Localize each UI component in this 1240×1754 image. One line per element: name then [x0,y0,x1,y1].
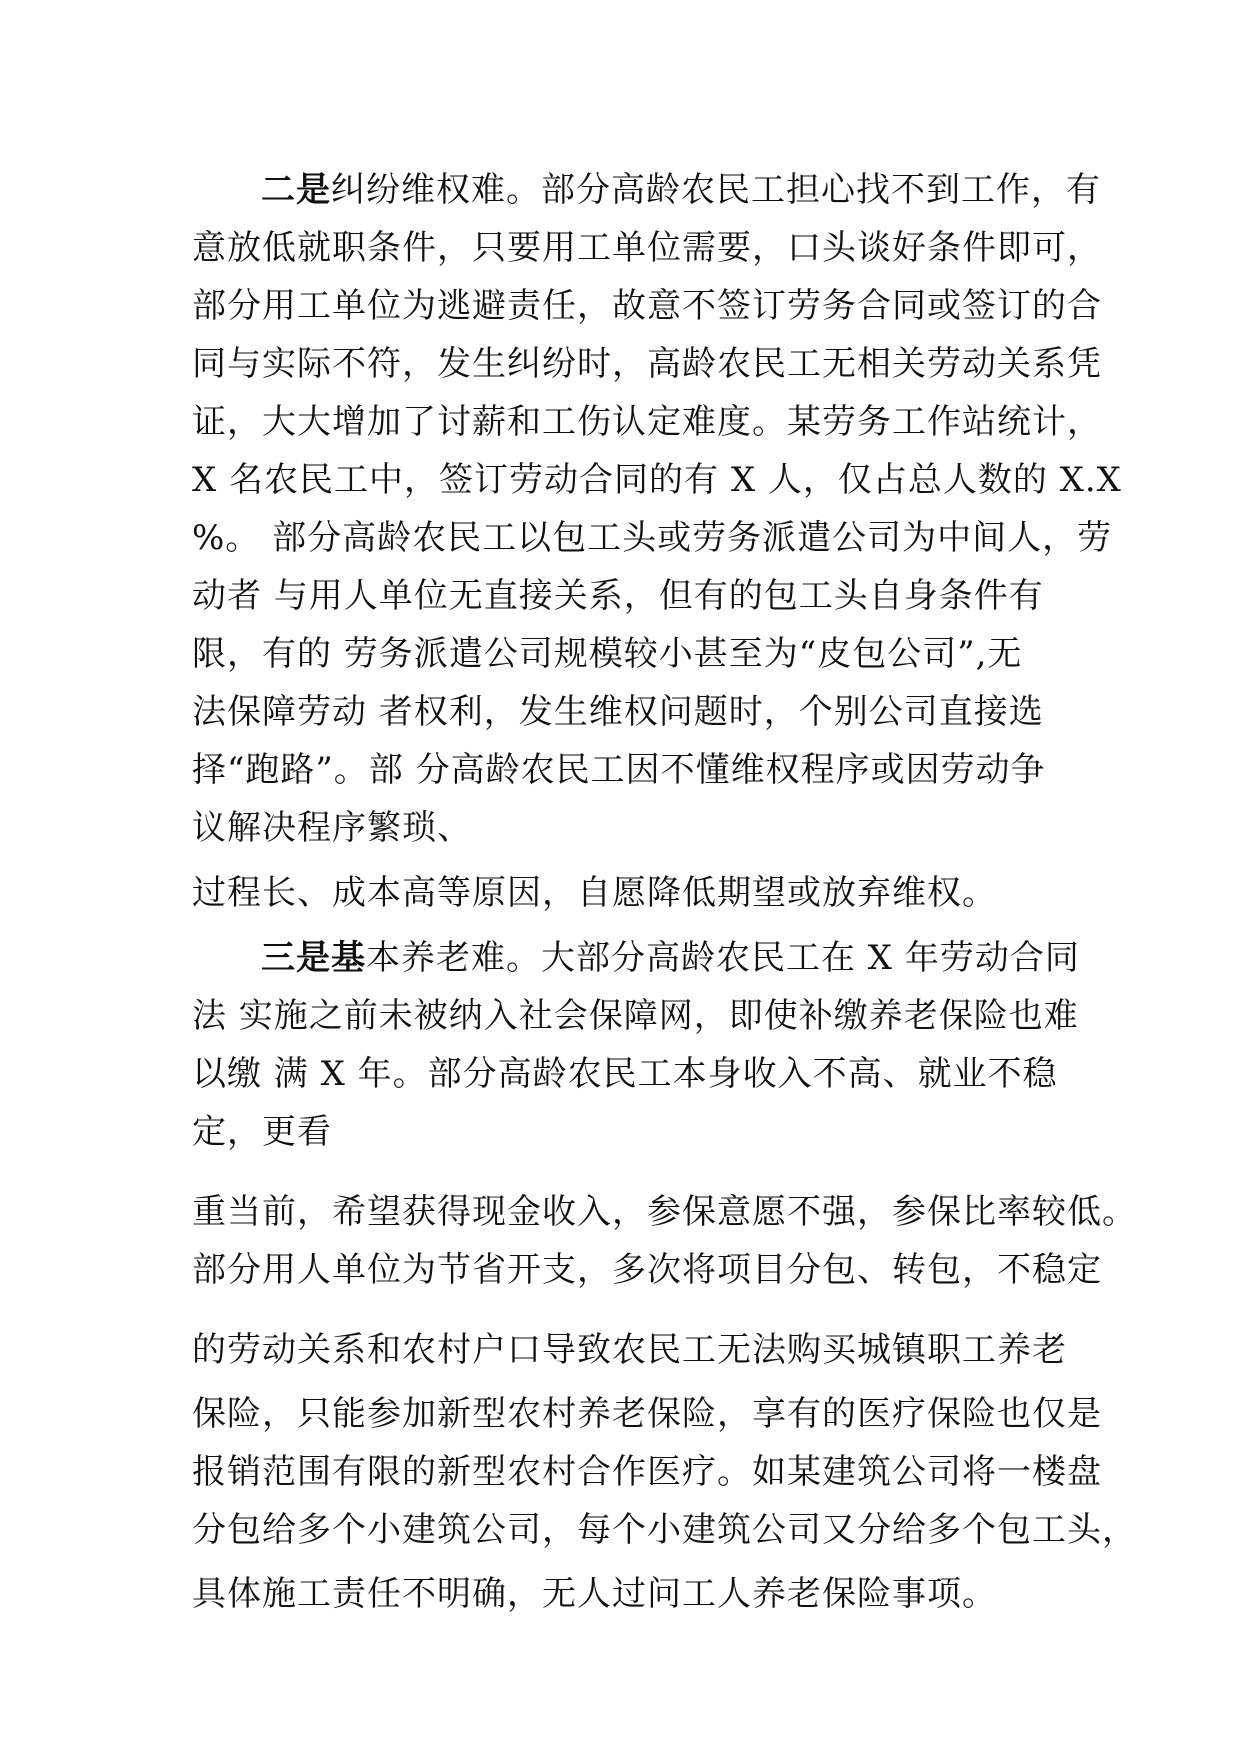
paragraph-1-line-3: 部分用工单位为逃避责任，故意不签订劳务合同或签订的合 [192,286,1102,326]
paragraph-2-line-2: 法 实施之前未被纳入社会保障网，即使补缴养老保险也难 [192,996,1079,1036]
paragraph-2-line-7: 的劳动关系和农村户口导致农民工无法购买城镇职工养老 [192,1330,1067,1370]
paragraph-1-line-12: 议解决程序繁琐、 [192,808,472,848]
paragraph-1-line-10: 法保障劳动 者权利，发生维权问题时，个别公司直接选 [192,692,1044,732]
paragraph-1-line-1 [261,170,1101,210]
paragraph-1-line-2: 意放低就职条件，只要用工单位需要，口头谈好条件即可， [192,228,1102,268]
paragraph-2-line-1 [261,938,1080,978]
paragraph-2-line-5: 重当前，希望获得现金收入，参保意愿不强，参保比率较低。 [192,1192,1137,1232]
paragraph-2-line-8: 保险，只能参加新型农村养老保险，享有的医疗保险也仅是 [192,1394,1102,1434]
paragraph-1-line-13: 过程长、成本高等原因，自愿降低期望或放弃维权。 [192,873,997,913]
paragraph-1-line-4: 同与实际不符，发生纠纷时，高龄农民工无相关劳动关系凭 [192,344,1102,384]
paragraph-1-first-rest: 纠纷维权难。部分高龄农民工担心找不到工作，有 [331,170,1101,210]
paragraph-2-line-11: 具体施工责任不明确，无人过问工人养老保险事项。 [192,1574,997,1614]
paragraph-1-line-7: %。 部分高龄农民工以包工头或劳务派遣公司为中间人，劳 [192,518,1113,558]
paragraph-2-first-rest: 本养老难。大部分高龄农民工在 X 年劳动合同 [366,938,1080,978]
paragraph-1-line-5: 证，大大增加了讨薪和工伤认定难度。某劳务工作站统计， [192,402,1102,442]
paragraph-2-line-6: 部分用人单位为节省开支，多次将项目分包、转包，不稳定 [192,1250,1102,1290]
paragraph-1-line-6: X 名农民工中，签订劳动合同的有 X 人，仅占总人数的 X.X [192,460,1122,500]
paragraph-1-line-8: 动者 与用人单位无直接关系，但有的包工头自身条件有 [192,576,1044,616]
paragraph-2-line-4: 定，更看 [192,1112,332,1152]
paragraph-2-line-9: 报销范围有限的新型农村合作医疗。如某建筑公司将一楼盘 [192,1452,1102,1492]
paragraph-2-line-10: 分包给多个小建筑公司，每个小建筑公司又分给多个包工头， [192,1510,1137,1550]
paragraph-1-line-9: 限，有的 劳务派遣公司规模较小甚至为“皮包公司”,无 [192,634,1023,674]
paragraph-2-lead: 三是基 [261,938,366,978]
paragraph-2-line-3: 以缴 满 X 年。部分高龄农民工本身收入不高、就业不稳 [192,1054,1058,1094]
paragraph-1-lead: 二是 [261,170,331,210]
paragraph-1-line-11: 择“跑路”。部 分高龄农民工因不懂维权程序或因劳动争 [192,750,1046,790]
